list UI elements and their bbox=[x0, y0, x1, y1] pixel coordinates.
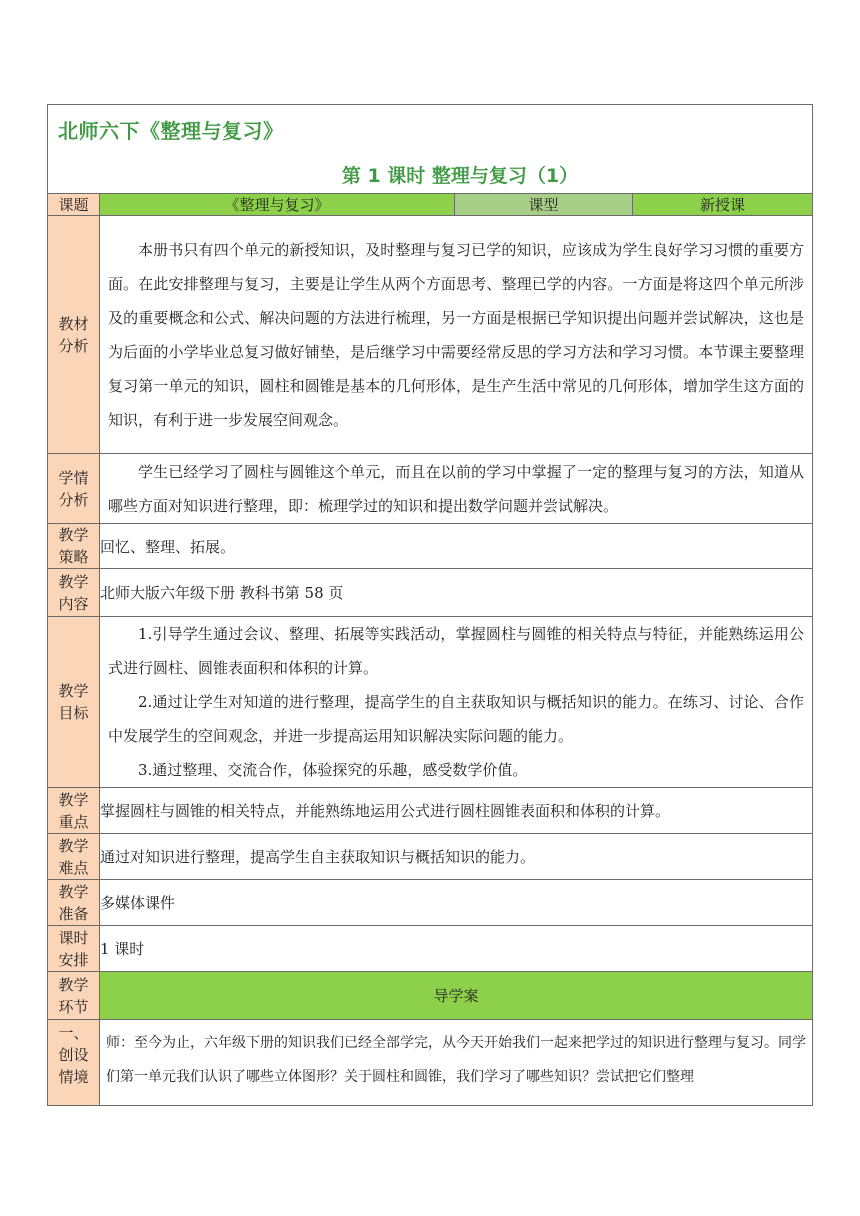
material-analysis-text: 本册书只有四个单元的新授知识，及时整理与复习已学的知识，应该成为学生良好学习习惯的重要方面。在此安排整理与复习，主要是让学生从两个方面思考、整理已学的内容。一方面是将这四个单元所涉及的重要概念和公式、解决问题的方法进行梳理，另一方面是根据已学知识提出问题并尝试解决，这也是为后面的小学毕业总复习做好铺垫，是后继学习中需要经常反思的学习方法和学习习惯。本节课主要整理复习第一单元的知识，圆柱和圆锥是基本的几何形体，是生产生活中常见的几何形体，增加学生这方面的知识，有利于进一步发展空间观念。 bbox=[108, 240, 804, 429]
strategy-label-text: 教学 策略 bbox=[58, 526, 89, 566]
topic-value: 《整理与复习》 bbox=[100, 194, 455, 216]
student-analysis-label bbox=[48, 454, 100, 524]
difficulty-label bbox=[48, 834, 100, 880]
key-points-label bbox=[48, 788, 100, 834]
step1-cell bbox=[100, 1020, 813, 1106]
document-title: 北师六下《整理与复习》 bbox=[58, 119, 284, 143]
student-analysis-cell bbox=[100, 454, 813, 524]
content-text: 北师大版六年级下册 教科书第 58 页 bbox=[100, 569, 813, 617]
goal-item-2: 2.通过让学生对知道的进行整理，提高学生的自主获取知识与概括知识的能力。在练习、讨论、合作中发展学生的空间观念，并进一步提高运用知识解决实际问题的能力。 bbox=[108, 693, 804, 745]
strategy-label bbox=[48, 524, 100, 569]
goals-label-text: 教学 目标 bbox=[58, 682, 89, 722]
difficulty-label-text: 教学 难点 bbox=[58, 836, 89, 877]
preparation-label-text: 教学 准备 bbox=[58, 882, 89, 923]
student-analysis-text: 学生已经学习了圆柱与圆锥这个单元，而且在以前的学习中掌握了一定的整理与复习的方法，知道从哪些方面对知识进行整理，即：梳理学过的知识和提出数学问题并尝试解决。 bbox=[108, 462, 804, 515]
lesson-type-value: 新授课 bbox=[633, 194, 813, 216]
schedule-label-text: 课时 安排 bbox=[58, 928, 89, 969]
key-points-label-text: 教学 重点 bbox=[58, 790, 89, 831]
process-label bbox=[48, 972, 100, 1020]
preparation-text: 多媒体课件 bbox=[100, 880, 813, 926]
content-label bbox=[48, 569, 100, 617]
lesson-title: 第 1 课时 整理与复习（1） bbox=[341, 165, 579, 187]
step1-label-text: 一、 创设 情境 bbox=[58, 1024, 89, 1086]
guided-plan-header: 导学案 bbox=[100, 972, 813, 1020]
topic-label: 课题 bbox=[48, 194, 100, 216]
strategy-text: 回忆、整理、拓展。 bbox=[100, 524, 813, 569]
student-analysis-label-text: 学情 分析 bbox=[58, 468, 89, 509]
lesson-plan-table bbox=[47, 104, 813, 1106]
goals-cell bbox=[100, 617, 813, 788]
step1-label bbox=[48, 1020, 100, 1106]
lesson-type-label: 课型 bbox=[455, 194, 633, 216]
lesson-plan-document bbox=[47, 104, 812, 1106]
material-analysis-label-text: 教材 分析 bbox=[58, 314, 89, 355]
material-analysis-label bbox=[48, 216, 100, 454]
step1-text: 师：至今为止，六年级下册的知识我们已经全部学完，从今天开始我们一起来把学过的知识进行整理与复习。同学们第一单元我们认识了哪些立体图形？关于圆柱和圆锥，我们学习了哪些知识？尝试把它们整理 bbox=[106, 1035, 806, 1085]
difficulty-text: 通过对知识进行整理，提高学生自主获取知识与概括知识的能力。 bbox=[100, 834, 813, 880]
content-label-text: 教学 内容 bbox=[58, 572, 89, 613]
header-cell bbox=[48, 105, 813, 194]
goal-item-3: 3.通过整理、交流合作，体验探究的乐趣，感受数学价值。 bbox=[138, 761, 528, 779]
process-label-text: 教学 环节 bbox=[58, 975, 89, 1016]
key-points-text: 掌握圆柱与圆锥的相关特点，并能熟练地运用公式进行圆柱圆锥表面积和体积的计算。 bbox=[100, 788, 813, 834]
material-analysis-cell bbox=[100, 216, 813, 454]
preparation-label bbox=[48, 880, 100, 926]
goal-item-1: 1.引导学生通过会议、整理、拓展等实践活动，掌握圆柱与圆锥的相关特点与特征，并能熟练运用公式进行圆柱、圆锥表面积和体积的计算。 bbox=[108, 625, 804, 677]
schedule-text: 1 课时 bbox=[100, 926, 813, 972]
schedule-label bbox=[48, 926, 100, 972]
goals-label bbox=[48, 617, 100, 788]
